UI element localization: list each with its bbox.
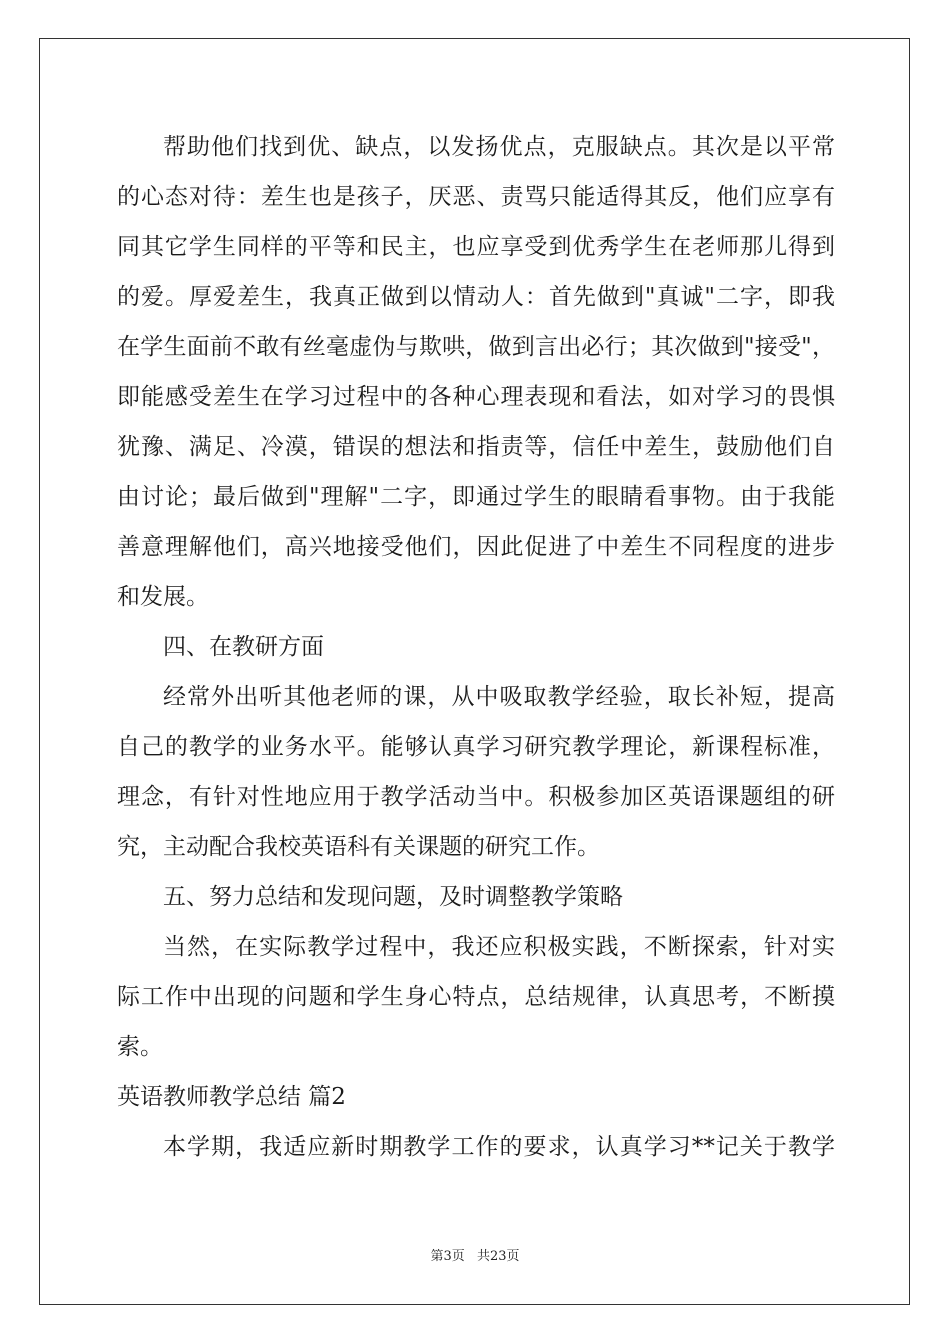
text-line: 四、在教研方面 — [163, 634, 324, 660]
text-line: 的爱。厚爱差生，我真正做到以情动人：首先做到"真诚"二字，即我 — [117, 284, 835, 310]
page-number: 第3页 — [430, 1249, 465, 1264]
text-line: 由讨论；最后做到"理解"二字，即通过学生的眼睛看事物。由于我能 — [117, 484, 835, 510]
document-body — [117, 122, 835, 1172]
text-line: 善意理解他们，高兴地接受他们，因此促进了中差生不同程度的进步 — [117, 534, 835, 560]
text-line: 英语教师教学总结 篇2 — [117, 1084, 346, 1110]
text-line: 帮助他们找到优、缺点，以发扬优点，克服缺点。其次是以平常 — [163, 134, 835, 160]
text-line: 经常外出听其他老师的课，从中吸取教学经验，取长补短，提高 — [163, 684, 835, 710]
page-footer — [0, 1245, 950, 1264]
text-line: 自己的教学的业务水平。能够认真学习研究教学理论，新课程标准， — [117, 734, 835, 760]
text-line: 同其它学生同样的平等和民主，也应享受到优秀学生在老师那儿得到 — [117, 234, 835, 260]
text-line: 五、努力总结和发现问题，及时调整教学策略 — [163, 884, 623, 910]
text-line: 本学期，我适应新时期教学工作的要求，认真学习**记关于教学 — [163, 1134, 835, 1160]
text-line: 在学生面前不敢有丝毫虚伪与欺哄，做到言出必行；其次做到"接受"， — [117, 334, 835, 360]
text-line: 索。 — [117, 1034, 163, 1060]
page-total: 共23页 — [476, 1249, 520, 1264]
text-line: 际工作中出现的问题和学生身心特点，总结规律，认真思考，不断摸 — [117, 984, 835, 1010]
text-line: 和发展。 — [117, 584, 209, 610]
text-line: 的心态对待：差生也是孩子，厌恶、责骂只能适得其反，他们应享有 — [117, 184, 835, 210]
text-line: 理念，有针对性地应用于教学活动当中。积极参加区英语课题组的研 — [117, 784, 835, 810]
text-line: 即能感受差生在学习过程中的各种心理表现和看法，如对学习的畏惧 — [117, 384, 835, 410]
text-line: 究，主动配合我校英语科有关课题的研究工作。 — [117, 834, 600, 860]
text-line: 当然，在实际教学过程中，我还应积极实践，不断探索，针对实 — [163, 934, 835, 960]
text-line: 犹豫、满足、冷漠，错误的想法和指责等，信任中差生，鼓励他们自 — [117, 434, 835, 460]
